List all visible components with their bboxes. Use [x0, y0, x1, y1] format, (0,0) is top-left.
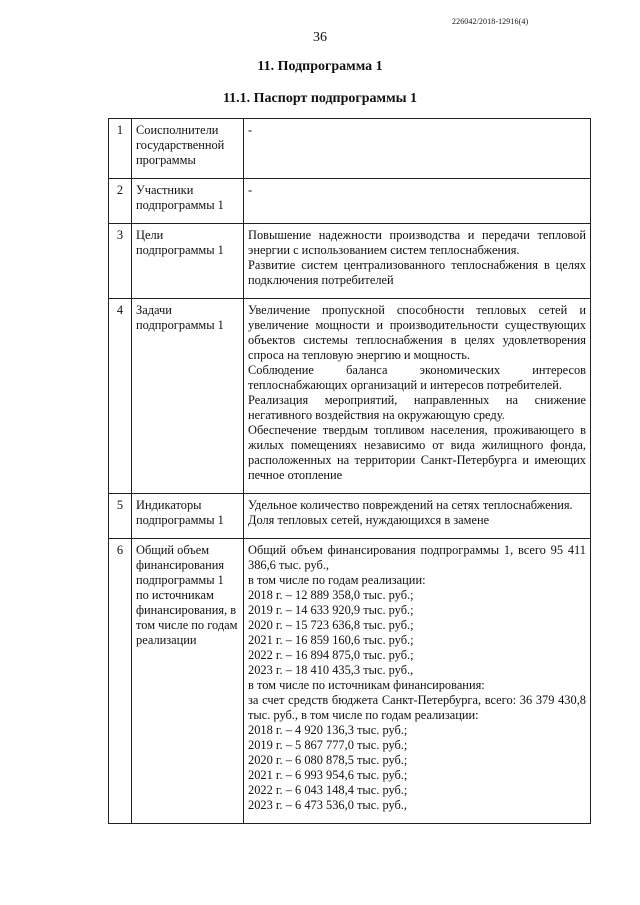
row-label: Индикаторы подпрограммы 1 [132, 494, 244, 539]
document-code: 226042/2018-12916(4) [452, 17, 529, 26]
budget-total: за счет средств бюджета Санкт-Петербурга, всего: 36 379 430,8 тыс. руб., в том числе по годам реализации: [248, 693, 586, 722]
financing-line: 2023 г. – 18 410 435,3 тыс. руб., [248, 663, 414, 677]
financing-line: 2018 г. – 12 889 358,0 тыс. руб.; [248, 588, 414, 602]
row-value [244, 224, 591, 299]
row-number: 4 [109, 299, 132, 494]
row-label: Соисполнители государственной программы [132, 119, 244, 179]
row-label: Задачи подпрограммы 1 [132, 299, 244, 494]
table-row [109, 539, 591, 824]
row-number: 1 [109, 119, 132, 179]
value-paragraph: Реализация мероприятий, направленных на снижение негативного воздействия на окружающую среду. [248, 393, 586, 422]
row-number: 2 [109, 179, 132, 224]
value-paragraph: Увеличение пропускной способности тепловых сетей и увеличение мощности и производительности существующих объектов системы теплоснабжения в целях удовлетворения спроса на тепловую энергию и мощность. [248, 303, 586, 362]
financing-line: 2022 г. – 16 894 875,0 тыс. руб.; [248, 648, 414, 662]
value-paragraph: - [248, 183, 253, 197]
table-row [109, 224, 591, 299]
budget-line: 2023 г. – 6 473 536,0 тыс. руб., [248, 798, 408, 812]
value-paragraph: Доля тепловых сетей, нуждающихся в замене [248, 513, 490, 527]
financing-line: в том числе по годам реализации: [248, 573, 426, 587]
budget-line: 2018 г. – 4 920 136,3 тыс. руб.; [248, 723, 408, 737]
row-label: Цели подпрограммы 1 [132, 224, 244, 299]
budget-line: 2021 г. – 6 993 954,6 тыс. руб.; [248, 768, 408, 782]
row-value [244, 299, 591, 494]
row-value [244, 119, 591, 179]
row-label: Общий объем финансирования подпрограммы 1 по источникам финансирования, в том числе по годам реализации [132, 539, 244, 824]
financing-total: Общий объем финансирования подпрограммы 1, всего 95 411 386,6 тыс. руб., [248, 543, 586, 572]
financing-line: 2019 г. – 14 633 920,9 тыс. руб.; [248, 603, 414, 617]
row-value [244, 494, 591, 539]
budget-line: 2022 г. – 6 043 148,4 тыс. руб.; [248, 783, 408, 797]
row-number: 5 [109, 494, 132, 539]
row-label: Участники подпрограммы 1 [132, 179, 244, 224]
passport-table [108, 118, 591, 824]
table-row [109, 179, 591, 224]
budget-line: 2019 г. – 5 867 777,0 тыс. руб.; [248, 738, 408, 752]
value-paragraph: Повышение надежности производства и передачи тепловой энергии с использованием систем теплоснабжения. [248, 228, 586, 257]
value-paragraph: Обеспечение твердым топливом населения, проживающего в жилых помещениях независимо от вида жилищного фонда, расположенных на территории Санкт-Петербурга и имеющих печное отопление [248, 423, 586, 482]
table-row [109, 299, 591, 494]
value-paragraph: Развитие систем централизованного теплоснабжения в целях подключения потребителей [248, 258, 586, 287]
section-title: 11. Подпрограмма 1 [257, 59, 383, 74]
budget-line: 2020 г. – 6 080 878,5 тыс. руб.; [248, 753, 408, 767]
table-row [109, 119, 591, 179]
row-number: 3 [109, 224, 132, 299]
row-value [244, 179, 591, 224]
page-number: 36 [313, 30, 327, 45]
value-paragraph: Удельное количество повреждений на сетях теплоснабжения. [248, 498, 573, 512]
financing-line: в том числе по источникам финансирования: [248, 678, 485, 692]
financing-line: 2021 г. – 16 859 160,6 тыс. руб.; [248, 633, 414, 647]
table-row [109, 494, 591, 539]
value-paragraph: - [248, 123, 253, 137]
section-subtitle: 11.1. Паспорт подпрограммы 1 [222, 91, 418, 106]
row-number: 6 [109, 539, 132, 824]
row-value [244, 539, 591, 824]
value-paragraph: Соблюдение баланса экономических интересов теплоснабжающих организаций и интересов потребителей. [248, 363, 586, 392]
financing-line: 2020 г. – 15 723 636,8 тыс. руб.; [248, 618, 414, 632]
